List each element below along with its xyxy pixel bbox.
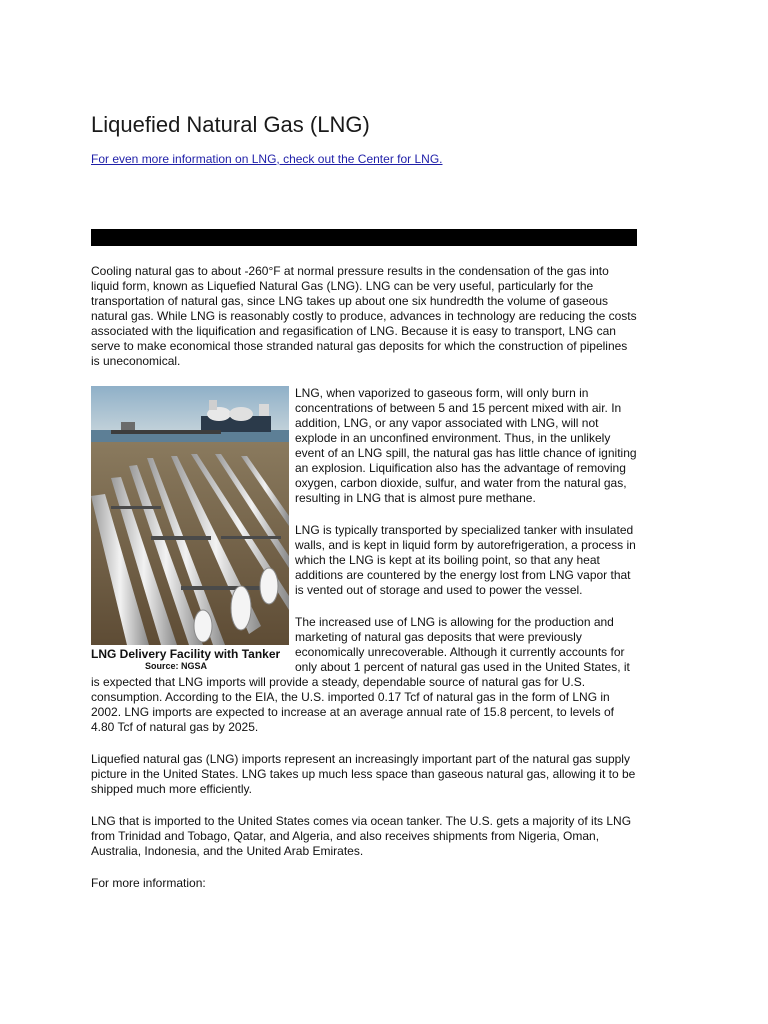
- paragraph-ocean-tanker: LNG that is imported to the United States comes via ocean tanker. The U.S. gets a majority of its LNG from Trinidad and Tobago, Qatar, and Algeria, and also receives shipments from Nigeria, Oman, Australia, Indonesia, and the United Arab Emirates.: [91, 814, 632, 858]
- paragraph-imports: Liquefied natural gas (LNG) imports represent an increasingly important part of the natural gas supply picture in the United States. LNG takes up much less space than gaseous natural gas, allowing it to be shipped much more efficiently.: [91, 752, 636, 796]
- paragraph-intro: Cooling natural gas to about -260°F at normal pressure results in the condensation of the gas into liquid form, known as Liquefied Natural Gas (LNG). LNG can be very useful, particularly for the transportation of natural gas, since LNG takes up about one six hundredth the volume of gaseous natural gas. While LNG is reasonably costly to produce, advances in technology are reducing the costs associated with the liquification and regasification of LNG. Because it is easy to transport, LNG can serve to make economical those stranded natural gas deposits for which the construction of pipelines is uneconomical.: [91, 264, 637, 368]
- lng-facility-figure: [91, 386, 291, 672]
- center-for-lng-link[interactable]: For even more information on LNG, check out the Center for LNG.: [91, 152, 443, 166]
- paragraph-transport: LNG is typically transported by specialized tanker with insulated walls, and is kept in liquid form by autorefrigeration, a process in which the LNG is kept at its boiling point, so that any heat additions are countered by the energy lost from LNG vapor that is vented out of storage and used to power the vessel.: [295, 523, 636, 597]
- paragraph-more-info: For more information:: [91, 876, 206, 890]
- paragraph-vaporized: LNG, when vaporized to gaseous form, will only burn in concentrations of between 5 and 15 percent mixed with air. In addition, LNG, or any vapor associated with LNG, will not explode in an unconfined environment. Thus, in the unlikely event of an LNG spill, the natural gas has little chance of igniting an explosion. Liquification also has the advantage of removing oxygen, carbon dioxide, sulfur, and water from the natural gas, resulting in LNG that is almost pure methane.: [295, 386, 637, 505]
- figure-caption: LNG Delivery Facility with Tanker: [91, 647, 281, 661]
- page-title: Liquefied Natural Gas (LNG): [91, 112, 370, 137]
- section-divider-bar: [91, 229, 637, 246]
- paragraph-increased-use: The increased use of LNG is allowing for the production and marketing of natural gas deposits that were previously economically unrecoverable. Although it currently accounts for only about 1 percent of natural gas used in the United States, it is expected that LNG imports will provide a steady, dependable source of natural gas for U.S. consumption. According to the EIA, the U.S. imported 0.17 Tcf of natural gas in the form of LNG in 2002. LNG imports are expected to increase at an average annual rate of 15.8 percent, to levels of 4.80 Tcf of natural gas by 2025.: [91, 615, 630, 734]
- figure-source: Source: NGSA: [144, 661, 207, 671]
- article-body: [91, 264, 637, 908]
- lng-facility-photo: [91, 386, 289, 645]
